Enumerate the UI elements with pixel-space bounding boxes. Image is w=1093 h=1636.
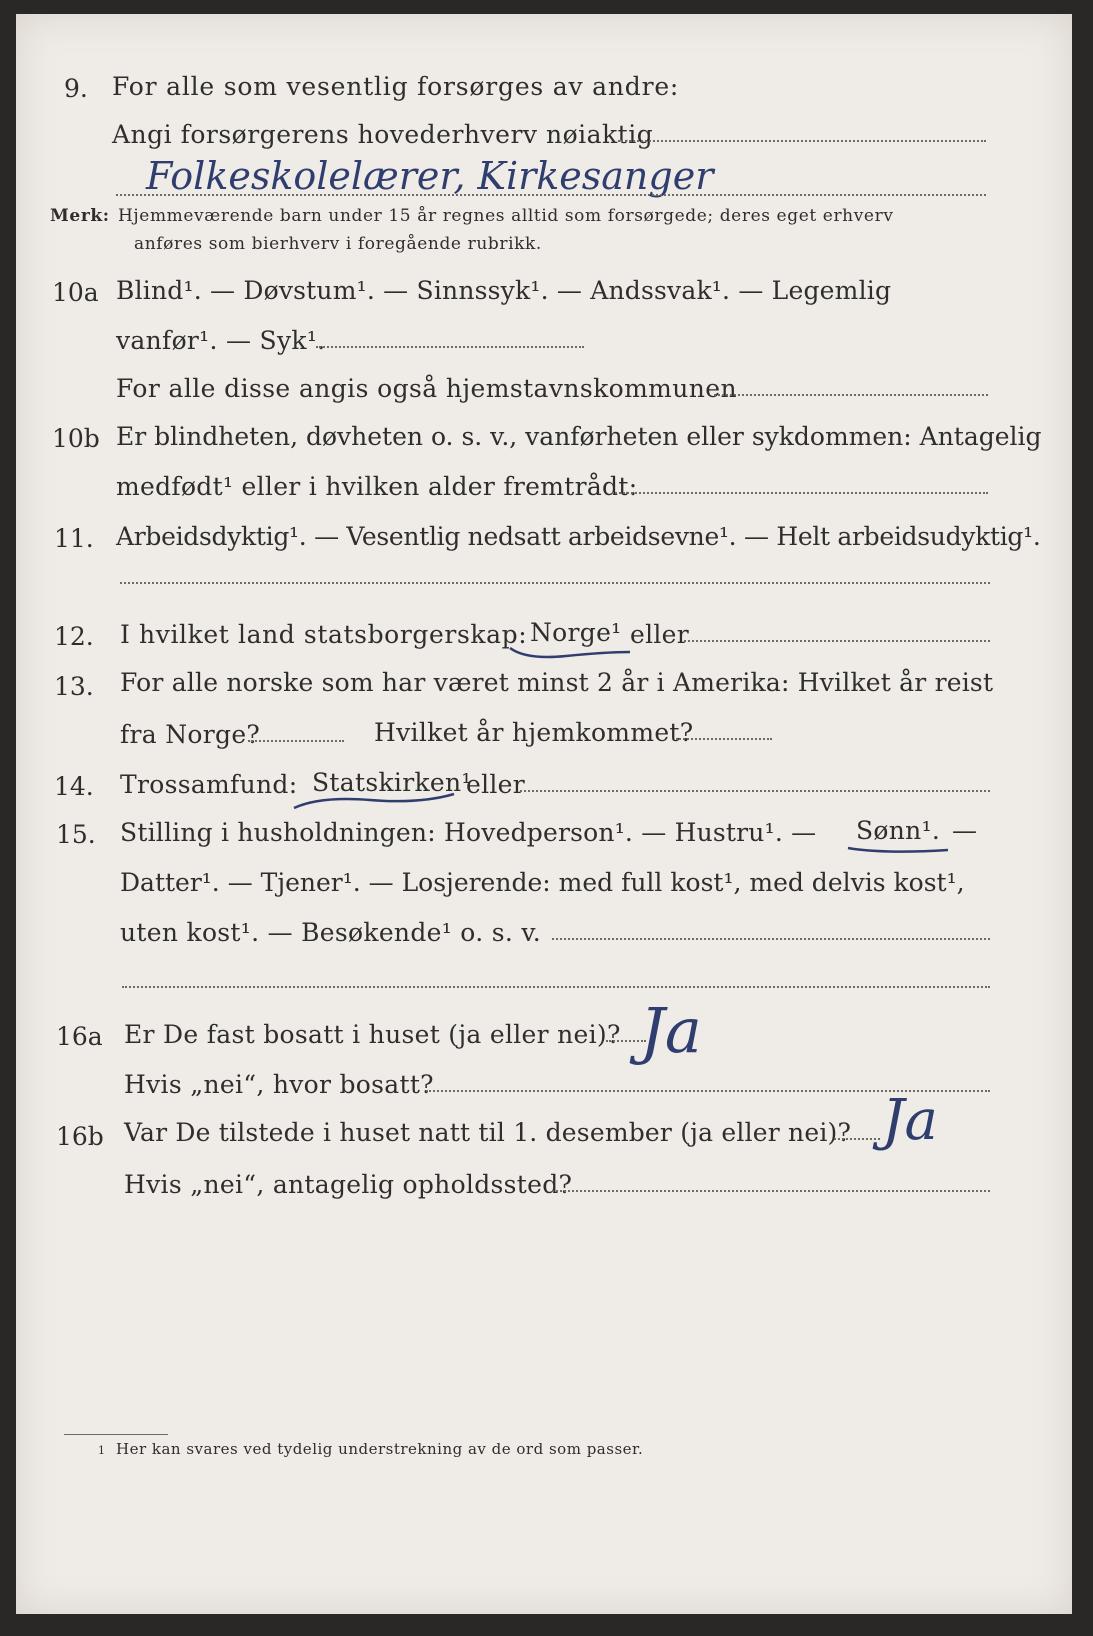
item-14-handwritten-underline bbox=[290, 790, 460, 814]
item-15-line2: Datter¹. — Tjener¹. — Losjerende: med full kost¹, med delvis kost¹, bbox=[120, 868, 965, 897]
item-16b-line1: Var De tilstede i huset natt til 1. desember (ja eller nei)? bbox=[124, 1118, 852, 1147]
item-number-16b: 16b bbox=[56, 1122, 104, 1151]
item-10a-hjemstavn-line bbox=[714, 394, 988, 396]
item-10b-line1: Er blindheten, døvheten o. s. v., vanførheten eller sykdommen: Antagelig bbox=[116, 422, 1042, 451]
item-10b-line2: medfødt¹ eller i hvilken alder fremtrådt: bbox=[116, 472, 638, 501]
item-12-option-norge: Norge¹ bbox=[530, 618, 622, 647]
item-number-15: 15. bbox=[56, 820, 96, 849]
item-15-handwritten-underline bbox=[844, 842, 954, 858]
item-12-dotted-line bbox=[684, 640, 990, 642]
item-9-line2: Angi forsørgerens hovederhverv nøiaktig bbox=[112, 120, 654, 149]
item-number-9: 9. bbox=[64, 74, 88, 103]
footnote-rule bbox=[64, 1434, 168, 1435]
item-16b-dotted-line bbox=[834, 1138, 880, 1140]
item-number-14: 14. bbox=[54, 772, 94, 801]
item-14-option-statskirken: Statskirken¹ bbox=[312, 768, 472, 797]
item-15-answer-line bbox=[122, 986, 990, 988]
merk-line1: Hjemmeværende barn under 15 år regnes alltid som forsørgede; deres eget erhverv bbox=[118, 206, 894, 226]
item-12-suffix: eller bbox=[630, 620, 690, 649]
merk-label: Merk: bbox=[50, 206, 110, 226]
footnote-text: Her kan svares ved tydelig understrekning av de ord som passer. bbox=[116, 1440, 644, 1458]
item-15-dotted-line bbox=[552, 938, 990, 940]
item-15-line3: uten kost¹. — Besøkende¹ o. s. v. bbox=[120, 918, 542, 947]
item-number-10a: 10a bbox=[52, 278, 99, 307]
item-13-line1: For alle norske som har været minst 2 år i Amerika: Hvilket år reist bbox=[120, 668, 994, 697]
item-13-year-return-line bbox=[676, 738, 772, 740]
item-16a-handwritten-answer: Ja bbox=[640, 994, 702, 1067]
item-9-answer-line bbox=[116, 194, 986, 196]
item-9-handwritten-answer: Folkeskolelærer, Kirkesanger bbox=[146, 154, 714, 198]
item-12-prefix: I hvilket land statsborgerskap: bbox=[120, 620, 528, 649]
item-10a-line2: vanfør¹. — Syk¹. bbox=[116, 326, 326, 355]
item-14-dotted-line bbox=[520, 790, 990, 792]
item-10a-line1: Blind¹. — Døvstum¹. — Sinnssyk¹. — Andssvak¹. — Legemlig bbox=[116, 276, 892, 305]
merk-line2: anføres som bierhverv i foregående rubrikk. bbox=[134, 234, 542, 254]
footnote-mark: 1 bbox=[98, 1444, 106, 1457]
item-15-line1-dash: — bbox=[952, 816, 978, 845]
item-number-16a: 16a bbox=[56, 1022, 103, 1051]
item-14-prefix: Trossamfund: bbox=[120, 770, 298, 799]
item-13-line2b: Hvilket år hjemkommet? bbox=[374, 718, 694, 747]
item-16b-opholdssted-line bbox=[552, 1190, 990, 1192]
item-9-line1: For alle som vesentlig forsørges av andre: bbox=[112, 72, 680, 101]
item-13-year-left-line bbox=[248, 740, 344, 742]
item-number-13: 13. bbox=[54, 672, 94, 701]
item-10a-dotted-line bbox=[316, 346, 584, 348]
item-9-dotted-line bbox=[618, 140, 986, 142]
item-14-suffix: eller bbox=[466, 770, 526, 799]
item-16b-line2: Hvis „nei“, antagelig opholdssted? bbox=[124, 1170, 573, 1199]
item-11-answer-line bbox=[120, 582, 990, 584]
item-16a-line1: Er De fast bosatt i huset (ja eller nei)? bbox=[124, 1020, 621, 1049]
item-13-line2a: fra Norge? bbox=[120, 720, 261, 749]
item-number-12: 12. bbox=[54, 622, 94, 651]
item-15-option-sonn: Sønn¹. bbox=[856, 816, 941, 845]
census-form-page bbox=[16, 14, 1072, 1614]
item-number-10b: 10b bbox=[52, 424, 100, 453]
item-number-11: 11. bbox=[54, 524, 94, 553]
item-16a-line2: Hvis „nei“, hvor bosatt? bbox=[124, 1070, 434, 1099]
item-11-line1: Arbeidsdyktig¹. — Vesentlig nedsatt arbeidsevne¹. — Helt arbeidsudyktig¹. bbox=[116, 522, 1041, 551]
item-10a-line3: For alle disse angis også hjemstavnskommunen bbox=[116, 374, 737, 403]
item-15-line1: Stilling i husholdningen: Hovedperson¹. — Hustru¹. — bbox=[120, 818, 817, 847]
item-10b-dotted-line bbox=[612, 492, 988, 494]
item-12-handwritten-underline bbox=[506, 642, 636, 662]
item-16b-handwritten-answer: Ja bbox=[882, 1088, 938, 1153]
